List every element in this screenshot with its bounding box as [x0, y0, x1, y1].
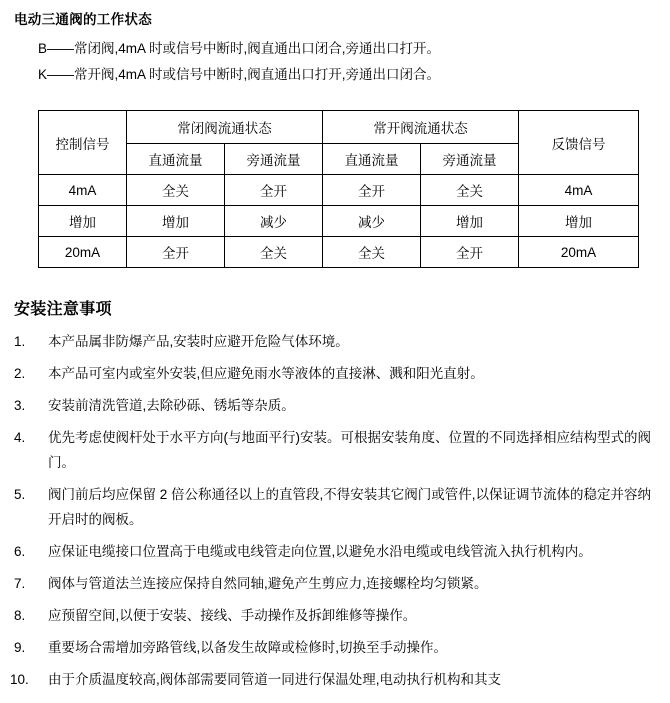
list-item [10, 361, 660, 386]
list-item [10, 603, 660, 628]
cell-r0c5: 4mA [519, 175, 639, 206]
list-item-number: 3. [14, 398, 26, 413]
cell-r2c0: 20mA [39, 237, 127, 268]
cell-r1c2: 减少 [225, 206, 323, 237]
table-row [39, 206, 639, 237]
list-item-text: 应预留空间,以便于安装、接线、手动操作及拆卸维修等操作。 [48, 608, 417, 623]
list-item-number: 9. [14, 640, 26, 655]
cell-r0c3: 全开 [323, 175, 421, 206]
list-item-number: 5. [14, 487, 26, 502]
list-item-text: 本产品属非防爆产品,安装时应避开危险气体环境。 [48, 334, 349, 349]
cell-r0c1: 全关 [127, 175, 225, 206]
list-item-text: 本产品可室内或室外安装,但应避免雨水等液体的直接淋、溅和阳光直射。 [48, 366, 484, 381]
cell-r0c4: 全关 [421, 175, 519, 206]
flow-state-table [38, 110, 639, 268]
install-notes-title: 安装注意事项 [14, 301, 112, 318]
work-state-notes [38, 36, 660, 88]
list-item [10, 635, 660, 660]
cell-r2c5: 20mA [519, 237, 639, 268]
cell-r0c2: 全开 [225, 175, 323, 206]
cell-r1c5: 增加 [519, 206, 639, 237]
list-item [10, 571, 660, 596]
header-closed-group: 常闭阀流通状态 [127, 111, 323, 144]
list-item [10, 329, 660, 354]
table-row [39, 237, 639, 268]
list-item-text: 安装前清洗管道,去除砂砾、锈垢等杂质。 [48, 398, 295, 413]
list-item [10, 393, 660, 418]
list-item [10, 667, 660, 692]
work-state-note-b: B——常闭阀,4mA 时或信号中断时,阀直通出口闭合,旁通出口打开。 [38, 41, 441, 56]
cell-r2c2: 全关 [225, 237, 323, 268]
header-sub-closed-direct: 直通流量 [127, 144, 225, 175]
list-item-number: 7. [14, 576, 26, 591]
cell-r1c1: 增加 [127, 206, 225, 237]
list-item-number: 6. [14, 544, 26, 559]
cell-r2c1: 全开 [127, 237, 225, 268]
cell-r1c0: 增加 [39, 206, 127, 237]
header-open-group: 常开阀流通状态 [323, 111, 519, 144]
list-item-number: 8. [14, 608, 26, 623]
cell-r0c0: 4mA [39, 175, 127, 206]
header-sub-open-direct: 直通流量 [323, 144, 421, 175]
header-sub-closed-bypass: 旁通流量 [225, 144, 323, 175]
cell-r1c3: 减少 [323, 206, 421, 237]
list-item-text: 由于介质温度较高,阀体部需要同管道一同进行保温处理,电动执行机构和其支 [48, 672, 502, 687]
list-item-number: 10. [10, 672, 29, 687]
list-item-text: 阀体与管道法兰连接应保持自然同轴,避免产生剪应力,连接螺栓均匀锁紧。 [48, 576, 488, 591]
cell-r2c4: 全开 [421, 237, 519, 268]
list-item-text: 优先考虑使阀杆处于水平方向(与地面平行)安装。可根据安装角度、位置的不同选择相应结构型式的阀门。 [48, 430, 651, 470]
table-header-row-1 [39, 111, 639, 144]
list-item-number: 1. [14, 334, 26, 349]
install-notes-list [10, 329, 660, 692]
header-sub-open-bypass: 旁通流量 [421, 144, 519, 175]
list-item-text: 阀门前后均应保留 2 倍公称通径以上的直管段,不得安装其它阀门或管件,以保证调节流体的稳定并容纳开启时的阀板。 [48, 487, 652, 527]
list-item-number: 4. [14, 430, 26, 445]
table-row [39, 175, 639, 206]
cell-r1c4: 增加 [421, 206, 519, 237]
list-item [10, 539, 660, 564]
header-feedback-signal: 反馈信号 [519, 111, 639, 175]
cell-r2c3: 全关 [323, 237, 421, 268]
list-item-number: 2. [14, 366, 26, 381]
list-item [10, 482, 660, 532]
work-state-title: 电动三通阀的工作状态 [14, 12, 152, 27]
header-control-signal: 控制信号 [39, 111, 127, 175]
work-state-note-k: K——常开阀,4mA 时或信号中断时,阀直通出口打开,旁通出口闭合。 [38, 67, 441, 82]
list-item-text: 应保证电缆接口位置高于电缆或电线管走向位置,以避免水沿电缆或电线管流入执行机构内。 [48, 544, 592, 559]
list-item [10, 425, 660, 475]
list-item-text: 重要场合需增加旁路管线,以备发生故障或检修时,切换至手动操作。 [48, 640, 448, 655]
